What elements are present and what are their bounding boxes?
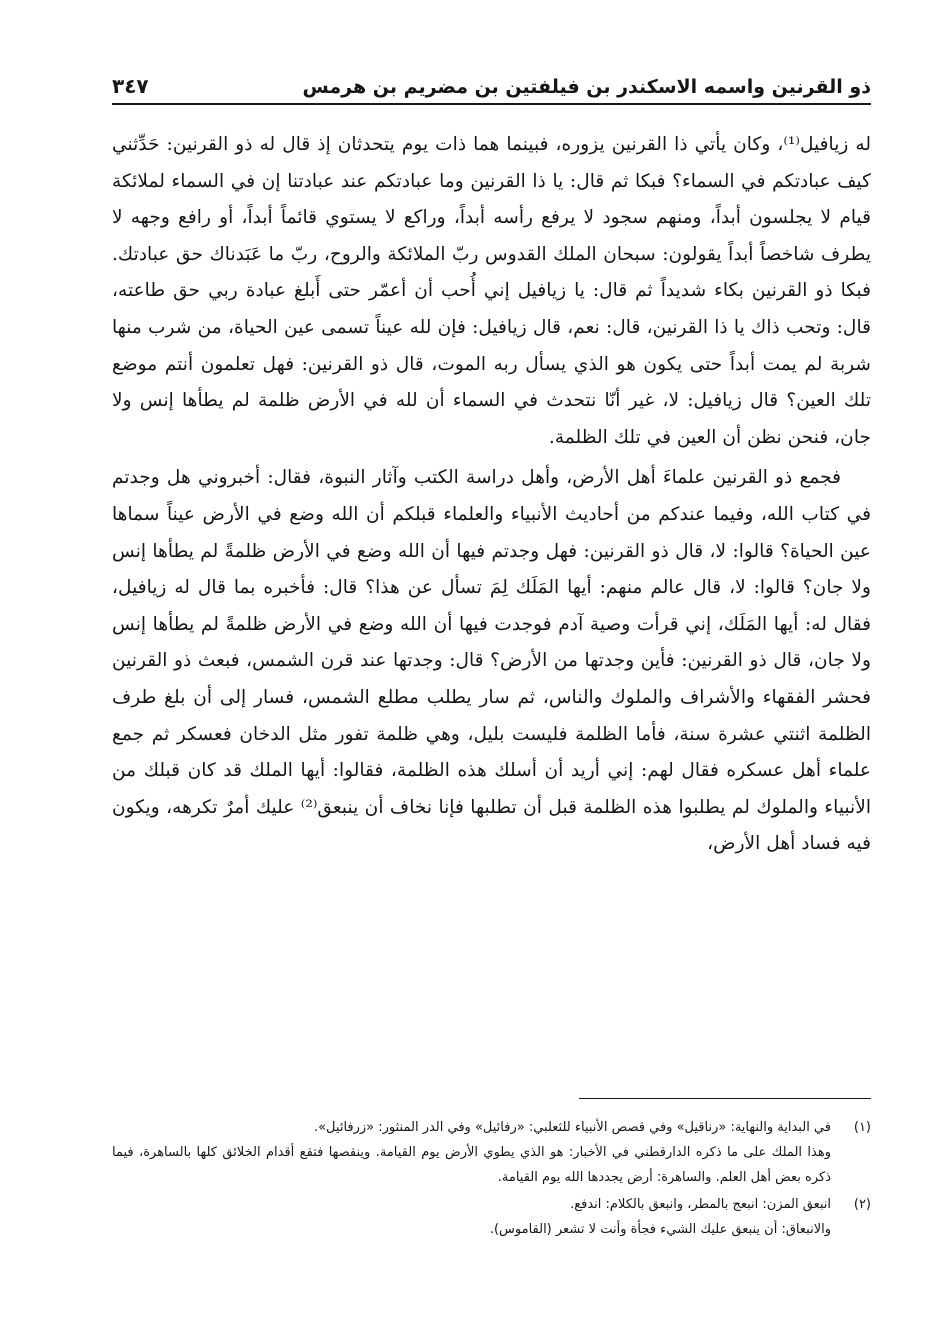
paragraph: فجمع ذو القرنين علماءَ أهل الأرض، وأهل دراسة الكتب وآثار النبوة، فقال: أخبروني هل وجدتم في كتاب الله، وفيما عندكم من أحاديث الأنبياء والعلماء قبلكم أن الله وضع في الأرض عيناً سماها عين الحياة؟ قالوا: لا، قال ذو القرنين: فهل وجدتم فيها أن الله وضع في الأرض ظلمةً لم يطأها إنس ولا جان؟ قالوا: لا، قال عالم منهم: أيها المَلَك لِمَ تسأل عن هذا؟ قال: فأخبره بما قال له زيافيل، فقال له: أيها المَلَك، إني قرأت وصية آدم فوجدت فيها أن الله وضع في الأرض ظلمةً لم يطأها إنس ولا جان، قال ذو القرنين: فأين وجدتها من الأرض؟ قال: وجدتها عند قرن الشمس، فبعث ذو القرنين فحشر الفقهاء والأشراف والملوك والناس، ثم سار يطلب مطلع الشمس، فسار إلى أن بلغ طرف الظلمة اثنتي عشرة سنة، فأما الظلمة فليست بليل، وهي ظلمة تفور مثل الدخان فعسكر ثم جمع علماء أهل عسكره فقال لهم: إني أريد أن أسلك هذه الظلمة، فقالوا: أيها الملك قد كان قبلك من الأنبياء والملوك لم يطلبوا هذه الظلمة قبل أن تطلبها فإنا نخاف أن ينبعق⁽²⁾ عليك أمرٌ تكرهه، ويكون فيه فساد أهل الأرض، bbox=[112, 467, 871, 855]
footnote-line: انبعق المزن: انبعج بالمطر، وانبعق بالكلام: اندفع. bbox=[570, 1197, 831, 1212]
running-title: ذو القرنين واسمه الاسكندر بن فيلفتين بن مضريم بن هرمس bbox=[302, 76, 871, 98]
page-number: ٣٤٧ bbox=[112, 74, 149, 98]
paragraph: له زيافيل⁽¹⁾، وكان يأتي ذا القرنين يزوره، فبينما هما ذات يوم يتحدثان إذ قال له ذو القرنين: حَدِّثني كيف عبادتكم في السماء؟ فبكا ثم قال: يا ذا القرنين وما عبادتكم عند عبادتنا إن في السماء لملائكة قيام لا يجلسون أبداً، ومنهم سجود لا يرفع رأسه أبداً، وراكع لا يستوي قائماً أبداً، أو رافع وجهه لا يطرف شاخصاً أبداً يقولون: سبحان الملك القدوس ربّ الملائكة والروح، ربّ ما عَبَدناك حق عبادتك. فبكا ذو القرنين بكاء شديداً ثم قال: يا زيافيل إني أُحب أن أعمّر حتى أَبلغ عبادة ربي حق طاعته، قال: وتحب ذاك يا ذا القرنين، قال: نعم، قال زيافيل: فإن لله عيناً تسمى عين الحياة، من شرب منها شربة لم يمت أبداً حتى يكون هو الذي يسأل ربه الموت، قال ذو القرنين: فهل تعلمون أنتم موضع تلك العين؟ قال زيافيل: لا، غير أنّا نتحدث في السماء أن لله في الأرض ظلمة لم يطأها إنس ولا جان، فنحن نظن أن العين في تلك الظلمة. bbox=[112, 134, 871, 448]
main-text bbox=[112, 127, 871, 863]
footnote-2 bbox=[112, 1192, 871, 1242]
running-header bbox=[112, 66, 871, 98]
footnote-number: (٢) bbox=[853, 1197, 871, 1212]
footnote-line: والانبعاق: أن ينبعق عليك الشيء فجأة وأنت لا تشعر (القاموس). bbox=[489, 1222, 831, 1237]
footnote-1 bbox=[112, 1115, 871, 1190]
footnote-text bbox=[112, 1115, 831, 1190]
header-rule bbox=[112, 103, 871, 105]
footnote-number: (١) bbox=[853, 1120, 871, 1135]
footnotes bbox=[112, 1115, 871, 1244]
footnote-line: في البداية والنهاية: «رناقيل» وفي قصص الأنبياء للثعلبي: «رفائيل» وفي الدر المنثور: «زرفائيل». bbox=[313, 1120, 831, 1135]
footnote-text bbox=[112, 1192, 831, 1242]
footnote-line: وهذا الملك على ما ذكره الدارقطني في الأخبار: هو الذي يطوي الأرض يوم القيامة. وينقصها فتقع أقدام الخلائق كلها بالساهرة، فيما ذكره بعض أهل العلم. والساهرة: أرض يجددها الله يوم القيامة. bbox=[112, 1145, 831, 1185]
footnote-rule bbox=[579, 1098, 871, 1099]
